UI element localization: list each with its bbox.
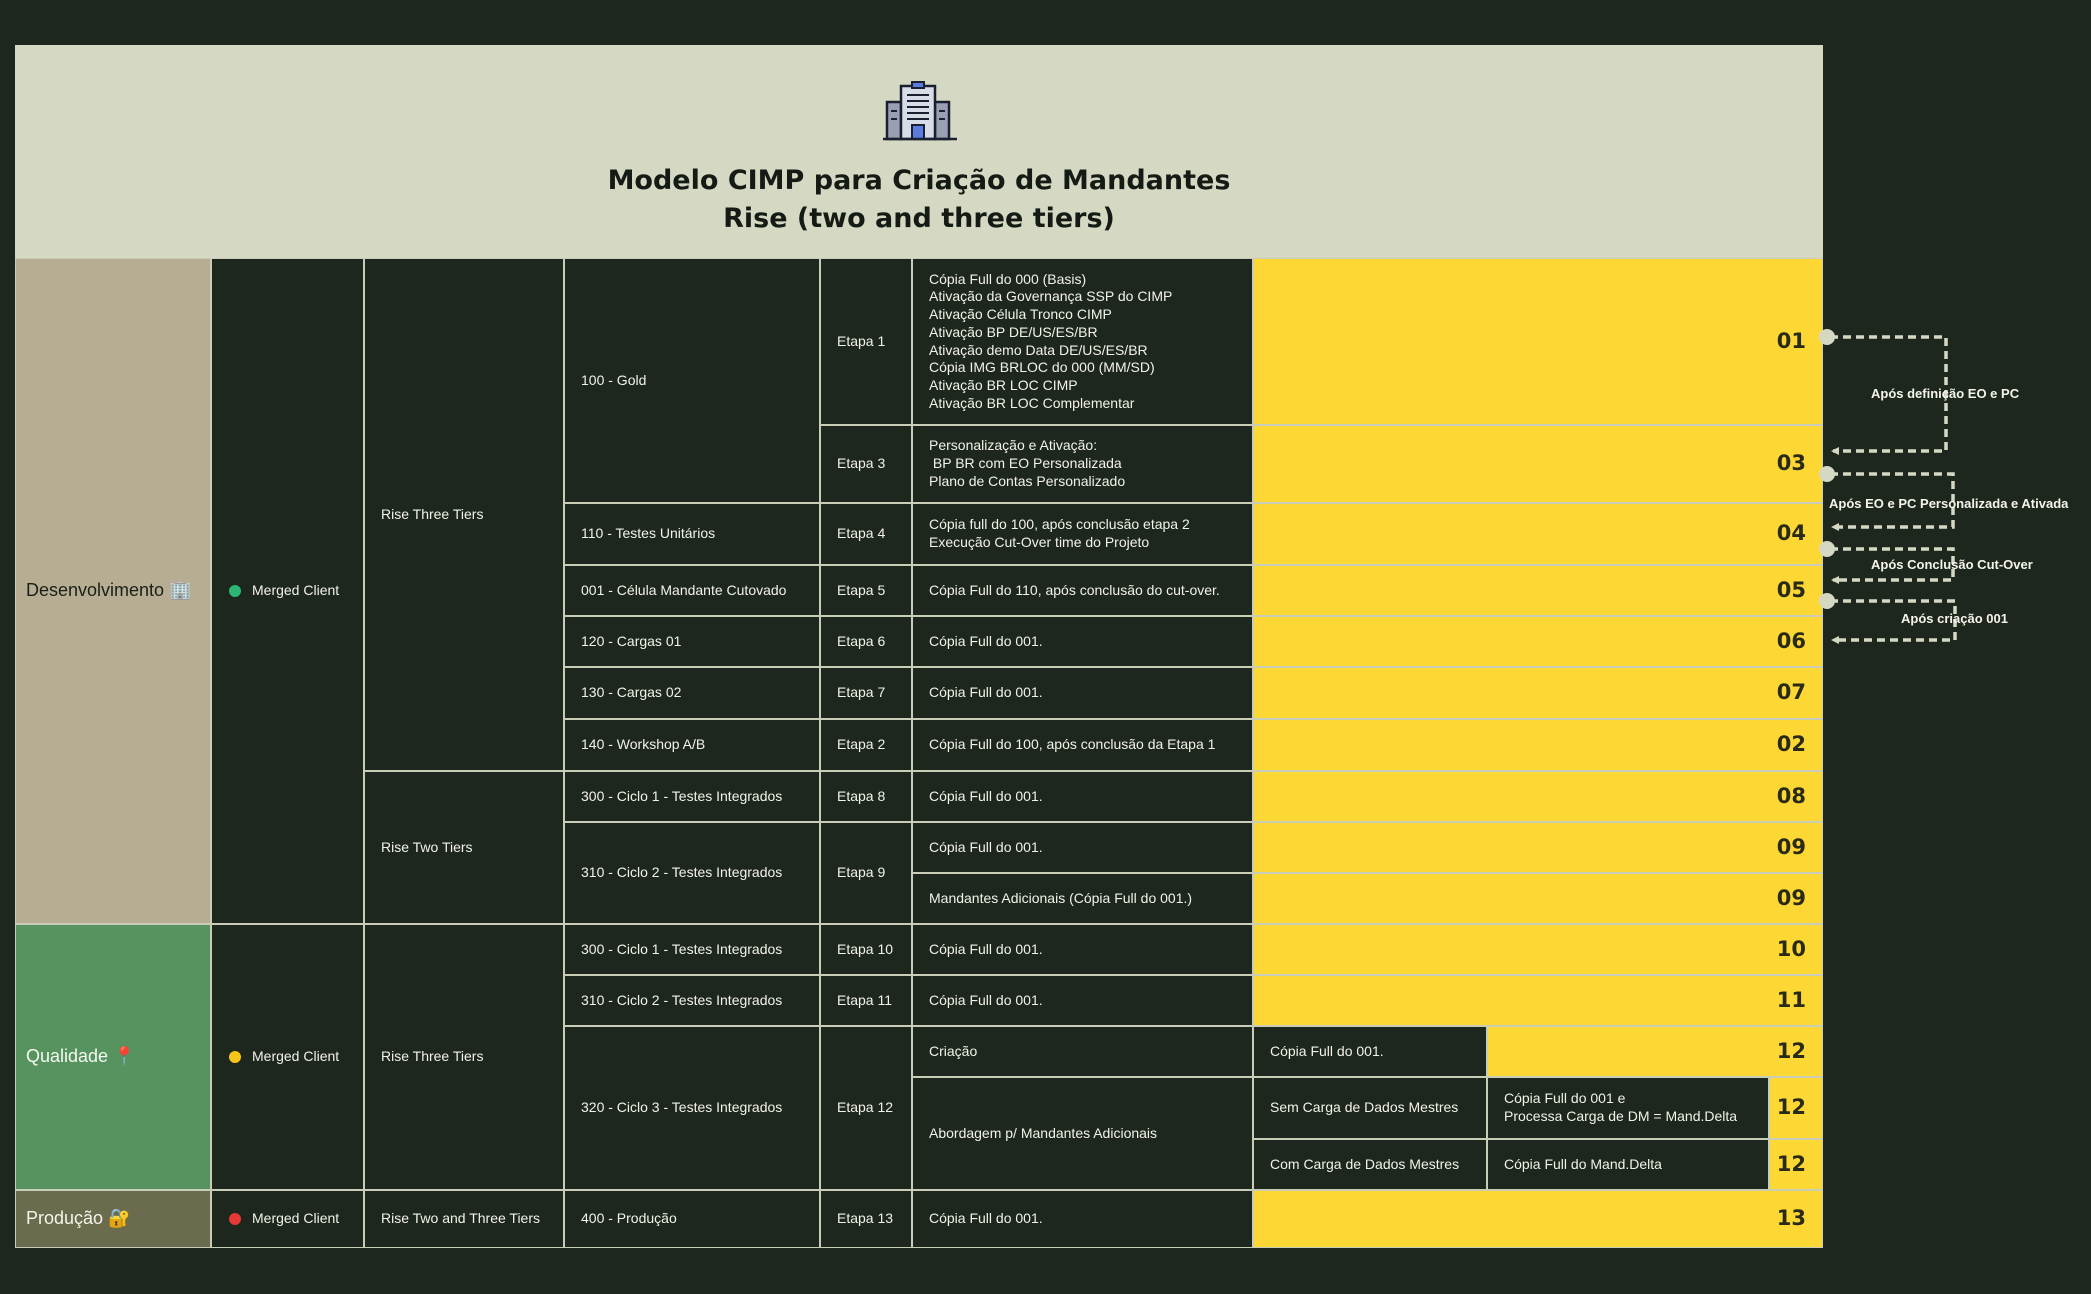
client-001: 001 - Célula Mandante Cutovado bbox=[564, 565, 820, 616]
client-type-label: Merged Client bbox=[252, 582, 340, 599]
desc-etapa-9a: Cópia Full do 001. bbox=[912, 822, 1253, 873]
detail-criacao: Cópia Full do 001. bbox=[1253, 1026, 1487, 1077]
desc-line: Personalização e Ativação: bbox=[929, 437, 1098, 454]
detail-sem-carga: Sem Carga de Dados Mestres bbox=[1253, 1077, 1487, 1139]
client-q300: 300 - Ciclo 1 - Testes Integrados bbox=[564, 924, 820, 975]
client-130: 130 - Cargas 02 bbox=[564, 667, 820, 719]
env-desenvolvimento: Desenvolvimento 🏢 bbox=[15, 258, 211, 924]
client-q310: 310 - Ciclo 2 - Testes Integrados bbox=[564, 975, 820, 1026]
client-type-label: Merged Client bbox=[252, 1210, 340, 1227]
desc-line: Cópia Full do 000 (Basis) bbox=[929, 270, 1087, 287]
detail-com-carga-action: Cópia Full do Mand.Delta bbox=[1487, 1139, 1769, 1190]
order-number: 09 bbox=[1253, 873, 1823, 924]
desc-line: Cópia IMG BRLOC do 000 (MM/SD) bbox=[929, 359, 1155, 376]
connector-start-dot bbox=[1819, 593, 1835, 609]
order-number: 03 bbox=[1253, 425, 1823, 503]
connector-start-dot bbox=[1819, 329, 1835, 345]
connector-start-dot bbox=[1819, 541, 1835, 557]
desc-line: Processa Carga de DM = Mand.Delta bbox=[1504, 1108, 1738, 1124]
client-110: 110 - Testes Unitários bbox=[564, 503, 820, 565]
order-number: 04 bbox=[1253, 503, 1823, 565]
client-q320: 320 - Ciclo 3 - Testes Integrados bbox=[564, 1026, 820, 1190]
step-etapa-11: Etapa 11 bbox=[820, 975, 912, 1026]
desc-etapa-12-criacao: Criação bbox=[912, 1026, 1253, 1077]
desc-etapa-8: Cópia Full do 001. bbox=[912, 771, 1253, 822]
desc-etapa-11: Cópia Full do 001. bbox=[912, 975, 1253, 1026]
client-120: 120 - Cargas 01 bbox=[564, 616, 820, 667]
order-number: 06 bbox=[1253, 616, 1823, 667]
desc-line: Execução Cut-Over time do Projeto bbox=[929, 534, 1150, 550]
order-number: 10 bbox=[1253, 924, 1823, 975]
env-producao: Produção 🔐 bbox=[15, 1190, 211, 1248]
order-number: 02 bbox=[1253, 719, 1823, 771]
step-etapa-8: Etapa 8 bbox=[820, 771, 912, 822]
annotation-eo-pc: Após definição EO e PC bbox=[1871, 386, 2020, 401]
order-number: 01 bbox=[1253, 258, 1823, 425]
order-number: 11 bbox=[1253, 975, 1823, 1026]
client-400: 400 - Produção bbox=[564, 1190, 820, 1248]
client-100: 100 - Gold bbox=[564, 258, 820, 503]
client-300: 300 - Ciclo 1 - Testes Integrados bbox=[564, 771, 820, 822]
desc-etapa-2: Cópia Full do 100, após conclusão da Etapa 1 bbox=[912, 719, 1253, 771]
desc-line: Ativação Célula Tronco CIMP bbox=[929, 306, 1112, 323]
desc-line: Ativação demo Data DE/US/ES/BR bbox=[929, 341, 1148, 358]
desc-etapa-6: Cópia Full do 001. bbox=[912, 616, 1253, 667]
desc-etapa-9b: Mandantes Adicionais (Cópia Full do 001.) bbox=[912, 873, 1253, 924]
desc-etapa-7: Cópia Full do 001. bbox=[912, 667, 1253, 719]
step-etapa-3: Etapa 3 bbox=[820, 425, 912, 503]
step-etapa-10: Etapa 10 bbox=[820, 924, 912, 975]
step-etapa-13: Etapa 13 bbox=[820, 1190, 912, 1248]
order-number: 12 bbox=[1769, 1139, 1823, 1190]
desc-line: Cópia Full do 001 e bbox=[1504, 1090, 1626, 1107]
order-number: 08 bbox=[1253, 771, 1823, 822]
annotation-eo-pc-personalizada: Após EO e PC Personalizada e Ativada bbox=[1829, 496, 2069, 511]
title-line-1: Modelo CIMP para Criação de Mandantes bbox=[607, 165, 1231, 196]
env-qualidade: Qualidade 📍 bbox=[15, 924, 211, 1190]
client-type-label: Merged Client bbox=[252, 1048, 340, 1065]
step-etapa-5: Etapa 5 bbox=[820, 565, 912, 616]
desc-line: Cópia full do 100, após conclusão etapa 2 bbox=[929, 516, 1190, 533]
order-number: 05 bbox=[1253, 565, 1823, 616]
order-number: 12 bbox=[1769, 1077, 1823, 1139]
desc-line: BP BR com EO Personalizada bbox=[929, 455, 1122, 472]
step-etapa-6: Etapa 6 bbox=[820, 616, 912, 667]
annotation-criacao-001: Após criação 001 bbox=[1901, 611, 2008, 626]
order-number: 12 bbox=[1487, 1026, 1823, 1077]
tier-dev-three: Rise Three Tiers bbox=[364, 258, 564, 771]
desc-line: Ativação BR LOC CIMP bbox=[929, 376, 1078, 393]
desc-line: Ativação da Governança SSP do CIMP bbox=[929, 288, 1173, 305]
tier-qa-three: Rise Three Tiers bbox=[364, 924, 564, 1190]
desc-etapa-10: Cópia Full do 001. bbox=[912, 924, 1253, 975]
desc-etapa-13: Cópia Full do 001. bbox=[912, 1190, 1253, 1248]
desc-etapa-12-abordagem: Abordagem p/ Mandantes Adicionais bbox=[912, 1077, 1253, 1190]
tier-dev-two: Rise Two Tiers bbox=[364, 771, 564, 924]
order-number: 07 bbox=[1253, 667, 1823, 719]
desc-line: Ativação BP DE/US/ES/BR bbox=[929, 323, 1098, 340]
client-310: 310 - Ciclo 2 - Testes Integrados bbox=[564, 822, 820, 924]
tier-prd: Rise Two and Three Tiers bbox=[364, 1190, 564, 1248]
step-etapa-2: Etapa 2 bbox=[820, 719, 912, 771]
order-number: 09 bbox=[1253, 822, 1823, 873]
step-etapa-12: Etapa 12 bbox=[820, 1026, 912, 1190]
annotation-cutover: Após Conclusão Cut-Over bbox=[1871, 557, 2033, 572]
step-etapa-9: Etapa 9 bbox=[820, 822, 912, 924]
title-line-2: Rise (two and three tiers) bbox=[723, 203, 1115, 234]
client-140: 140 - Workshop A/B bbox=[564, 719, 820, 771]
order-number: 13 bbox=[1253, 1190, 1823, 1248]
step-etapa-1: Etapa 1 bbox=[820, 258, 912, 425]
step-etapa-4: Etapa 4 bbox=[820, 503, 912, 565]
desc-etapa-5: Cópia Full do 110, após conclusão do cut-over. bbox=[912, 565, 1253, 616]
detail-com-carga: Com Carga de Dados Mestres bbox=[1253, 1139, 1487, 1190]
desc-line: Plano de Contas Personalizado bbox=[929, 472, 1126, 489]
step-etapa-7: Etapa 7 bbox=[820, 667, 912, 719]
desc-line: Ativação BR LOC Complementar bbox=[929, 394, 1135, 411]
connector-start-dot bbox=[1819, 466, 1835, 482]
